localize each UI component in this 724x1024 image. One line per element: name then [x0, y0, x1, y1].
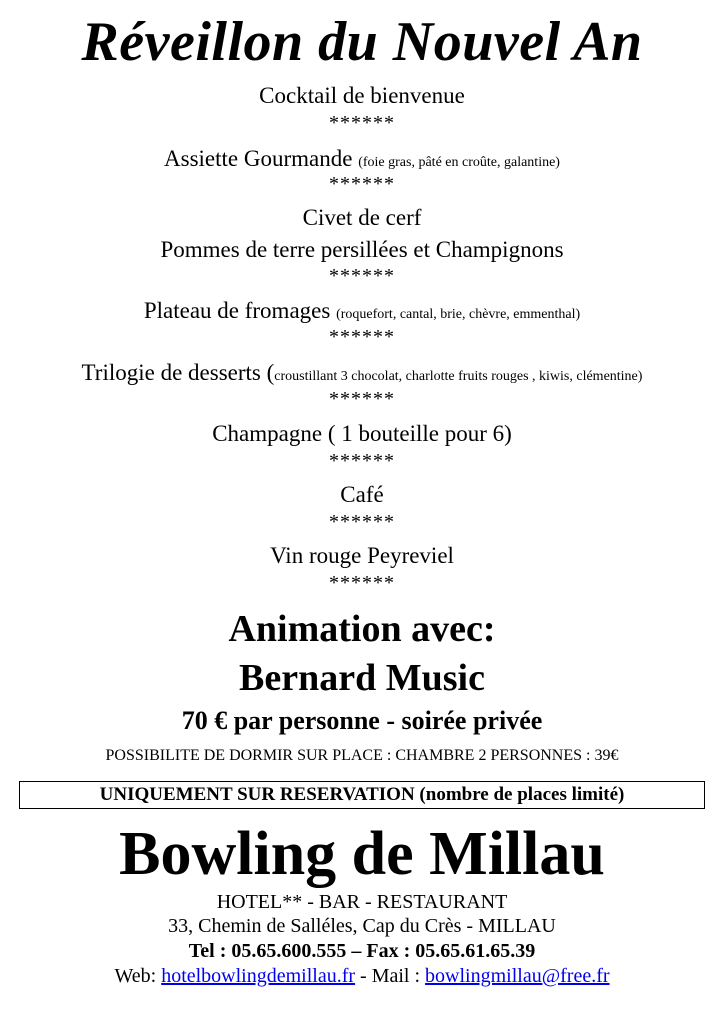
lodging-note: POSSIBILITE DE DORMIR SUR PLACE : CHAMBRE 2 PERSONNES : 39€	[105, 747, 619, 764]
menu-item-desserts	[0, 360, 724, 390]
separator: ******	[329, 511, 395, 533]
separator: ******	[329, 265, 395, 287]
menu-item-vin: Vin rouge Peyreviel	[270, 543, 454, 568]
separator: ******	[329, 572, 395, 594]
animation-artist: Bernard Music	[239, 657, 485, 699]
venue-address: 33, Chemin de Salléles, Cap du Crès - MILLAU	[168, 915, 556, 937]
menu-item-civet: Civet de cerf	[302, 205, 422, 230]
separator: ******	[329, 388, 395, 410]
mail-label: - Mail :	[355, 965, 426, 987]
website-link[interactable]: hotelbowlingdemillau.fr	[161, 965, 356, 987]
fromages-main: Plateau de fromages	[143, 298, 331, 323]
email-link[interactable]: bowlingmillau@free.fr	[425, 965, 610, 987]
web-label: Web:	[114, 965, 162, 987]
venue-services: HOTEL** - BAR - RESTAURANT	[216, 891, 508, 913]
menu-item-fromages	[0, 298, 724, 328]
venue-phone: Tel : 05.65.600.555 – Fax : 05.65.61.65.39	[188, 940, 536, 962]
assiette-detail: (foie gras, pâté en croûte, galantine)	[358, 155, 560, 170]
assiette-main: Assiette Gourmande	[164, 146, 353, 171]
venue-name: Bowling de Millau	[119, 820, 605, 888]
page-title: Réveillon du Nouvel An	[81, 11, 643, 73]
venue-contact	[0, 964, 724, 988]
menu-item-champagne: Champagne ( 1 bouteille pour 6)	[212, 421, 512, 446]
animation-heading: Animation avec:	[228, 608, 496, 650]
desserts-detail: croustillant 3 chocolat, charlotte fruits rouges , kiwis, clémentine)	[274, 369, 643, 384]
separator: ******	[329, 112, 395, 134]
separator: ******	[329, 450, 395, 472]
menu-item-assiette	[0, 146, 724, 176]
reservation-box: UNIQUEMENT SUR RESERVATION (nombre de places limité)	[19, 781, 705, 809]
price: 70 € par personne - soirée privée	[181, 706, 543, 735]
separator: ******	[329, 173, 395, 195]
menu-item-cocktail: Cocktail de bienvenue	[259, 83, 465, 108]
menu-item-pommes: Pommes de terre persillées et Champignons	[160, 237, 564, 262]
menu-item-cafe: Café	[340, 482, 384, 507]
separator: ******	[329, 326, 395, 348]
fromages-detail: (roquefort, cantal, brie, chèvre, emmenthal)	[336, 307, 581, 322]
desserts-main: Trilogie de desserts (	[81, 360, 275, 385]
